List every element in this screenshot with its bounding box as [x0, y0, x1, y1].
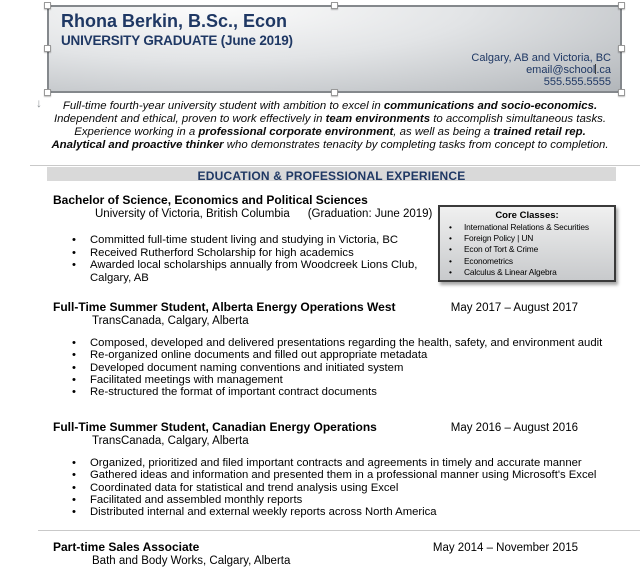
- list-item: • Organized, prioritized and filed important contracts and agreements in timely and accurate manner: [53, 457, 616, 469]
- job-bullet-list: [53, 337, 616, 398]
- selection-handle-middle-right[interactable]: [618, 45, 625, 52]
- job-dates: May 2014 – November 2015: [432, 542, 578, 554]
- job-company: TransCanada, Calgary, Alberta: [92, 435, 249, 447]
- list-item: • Committed full-time student living and studying in Victoria, BC: [53, 234, 453, 247]
- job-entry: [53, 540, 616, 567]
- list-item: • Developed document naming conventions and initiated system: [53, 362, 616, 374]
- job-header-row: [53, 540, 578, 554]
- selection-handle-bottom-left[interactable]: [44, 89, 51, 96]
- list-item: • Coordinated data for statistical and trend analysis using Excel: [53, 482, 616, 494]
- list-item: • Facilitated meetings with management: [53, 374, 616, 386]
- job-dates: May 2017 – August 2017: [450, 302, 578, 314]
- selection-handle-bottom-middle[interactable]: [331, 89, 338, 96]
- job-entry: [53, 420, 616, 518]
- list-item: • Re-organized online documents and filled out appropriate metadata: [53, 349, 616, 361]
- list-item: • Composed, developed and delivered presentations regarding the health, safety, and environment audit: [53, 337, 616, 349]
- list-item: • Received Rutherford Scholarship for high academics: [53, 247, 453, 260]
- education-section: [53, 193, 453, 284]
- section-divider: [38, 530, 640, 531]
- job-title: Full-Time Summer Student, Alberta Energy Operations West: [53, 300, 396, 314]
- summary-line: Experience working in a professional corporate environment, as well as being a trained retail rep.: [74, 126, 586, 139]
- contact-email[interactable]: email@school.ca: [526, 64, 611, 76]
- list-item: • Econ of Tort & Crime: [440, 244, 614, 255]
- section-header-title: EDUCATION & PROFESSIONAL EXPERIENCE: [197, 169, 466, 183]
- job-bullet-list: [53, 457, 616, 518]
- header-textbox[interactable]: [47, 5, 622, 93]
- school-line: [95, 208, 453, 220]
- core-classes-box[interactable]: [438, 205, 616, 282]
- section-divider: [30, 165, 640, 166]
- list-item: • Distributed internal and external weekly reports across North America: [53, 506, 616, 518]
- list-item: • International Relations & Securities: [440, 222, 614, 233]
- education-bullet-list: [53, 234, 453, 284]
- summary-line: Independent and ethical, proven to work effectively in team environments to accomplish simultaneous tasks.: [53, 113, 607, 126]
- list-item: • Calculus & Linear Algebra: [440, 267, 614, 278]
- graduation-date: (Graduation: June 2019): [307, 208, 433, 220]
- selection-handle-top-left[interactable]: [44, 2, 51, 9]
- job-header-row: [53, 300, 578, 314]
- school-name: University of Victoria, British Columbia: [95, 208, 290, 220]
- selection-handle-top-right[interactable]: [618, 2, 625, 9]
- core-classes-list: [440, 222, 614, 278]
- list-item: • Econometrics: [440, 256, 614, 267]
- summary-paragraph: [40, 100, 620, 152]
- job-header-row: [53, 420, 578, 434]
- summary-line: Full-time fourth-year university student with ambition to excel in communications and socio-economics.: [62, 100, 598, 112]
- list-item: • Facilitated and assembled monthly reports: [53, 494, 616, 506]
- job-entry: [53, 300, 616, 398]
- list-item: • Foreign Policy | UN: [440, 233, 614, 244]
- candidate-name: Rhona Berkin, B.Sc., Econ: [61, 11, 288, 31]
- anchor-arrow-icon: ↓: [36, 96, 42, 110]
- selection-handle-top-middle[interactable]: [331, 2, 338, 9]
- job-title: Full-Time Summer Student, Canadian Energy Operations: [53, 420, 377, 434]
- selection-handle-bottom-right[interactable]: [618, 89, 625, 96]
- list-item: • Awarded local scholarships annually from Woodcreek Lions Club, Calgary, AB: [53, 259, 453, 284]
- section-header-bar: [47, 167, 616, 181]
- list-item: • Gathered ideas and information and presented them in a professional manner using Microsoft's Excel: [53, 469, 616, 481]
- candidate-subtitle: UNIVERSITY GRADUATE (June 2019): [61, 33, 293, 48]
- job-company: TransCanada, Calgary, Alberta: [92, 315, 249, 327]
- contact-location: Calgary, AB and Victoria, BC: [471, 52, 611, 64]
- contact-block: [471, 52, 611, 88]
- degree-title: Bachelor of Science, Economics and Political Sciences: [53, 193, 368, 207]
- contact-phone: 555.555.5555: [543, 76, 611, 88]
- job-dates: May 2016 – August 2016: [450, 422, 578, 434]
- job-title: Part-time Sales Associate: [53, 540, 200, 554]
- selection-handle-middle-left[interactable]: [44, 45, 51, 52]
- core-classes-title: Core Classes:: [495, 210, 559, 221]
- list-item: • Re-structured the format of important contract documents: [53, 386, 616, 398]
- summary-line: Analytical and proactive thinker who demonstrates tenacity by completing tasks from concept to completion.: [51, 139, 609, 152]
- job-company: Bath and Body Works, Calgary, Alberta: [92, 555, 291, 567]
